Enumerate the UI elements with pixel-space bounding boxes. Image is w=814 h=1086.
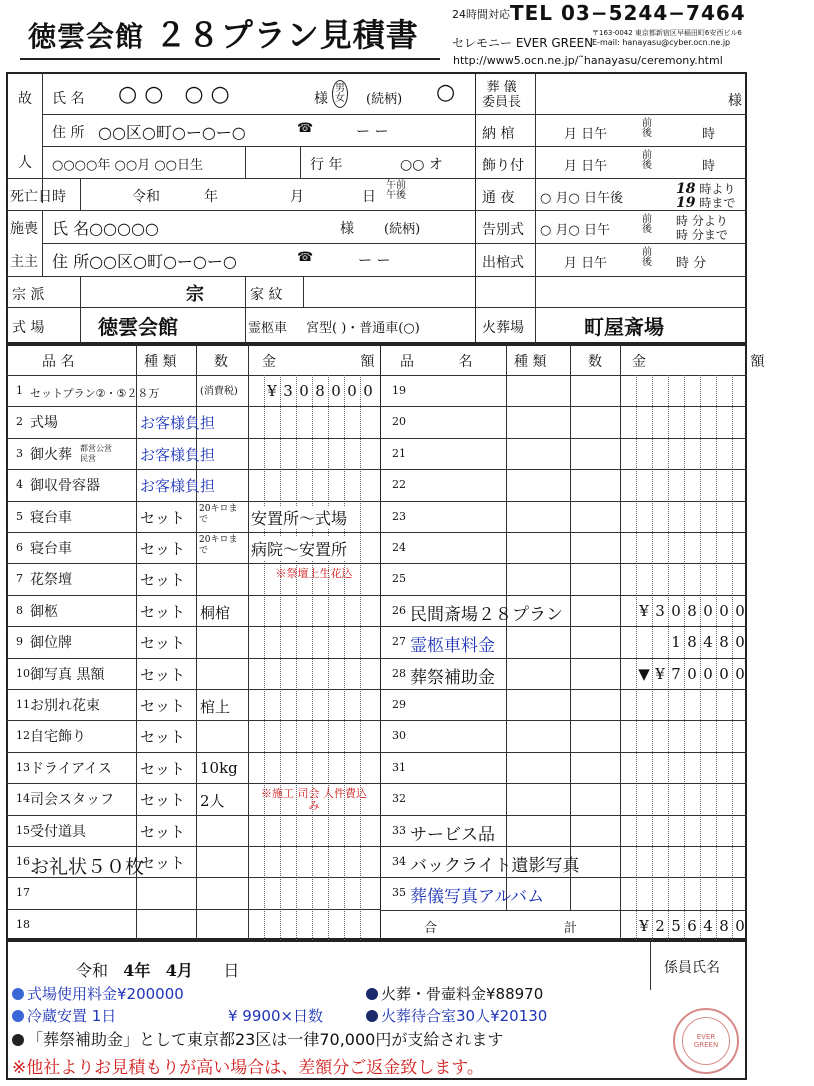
mourner-label-2: 主主 [10,254,38,270]
col-header-name: 品 名 [42,354,75,370]
item-type: セット [140,540,186,558]
item-name: 御柩 [30,604,58,620]
item-type: セット [140,571,186,589]
amount-digit: 6 [687,917,697,935]
death-am: 午前 [386,180,406,191]
amount-digit: ¥ [655,665,665,683]
col-header-type-right: 種 類 [514,354,547,370]
item-name: ドライアイス [30,761,112,777]
death-month: 月 [290,189,304,205]
tel-number: TEL 03−5244−7464 [510,1,746,25]
schedule-end: 時 [702,127,716,142]
row-number: 17 [16,886,30,899]
stamp-text: EVER GREEN [693,1033,719,1049]
item-type: セット [140,634,186,652]
amount-digit: ¥ [639,917,649,935]
row-number: 32 [392,792,406,805]
company-stamp [673,1008,739,1074]
row-number: 4 [16,478,23,491]
death-ampm [386,181,406,201]
amount-digit: 0 [735,917,745,935]
item-type: お客様負担 [140,446,216,464]
item-name: 御収骨容器 [30,478,100,494]
item-name-note: 都営公営 民営 [80,444,112,463]
row-number: 1 [16,384,23,397]
item-type: セット [140,509,186,527]
schedule-am: 前 [642,247,652,258]
footer-date-year: 4年 [123,961,151,980]
row-number: 35 [392,886,406,899]
item-name: お礼状５０枚 [30,856,145,878]
schedule-pm: 後 [642,128,652,139]
amount-digit: ¥ [639,602,649,620]
cremation-fee-text: 火葬・骨壷料金¥88970 [381,985,544,1003]
row-number: 8 [16,604,23,617]
schedule-hour-from: 18 [676,181,696,197]
schedule-label: 飾り付 [482,158,524,174]
footer-line2-left [12,1005,116,1026]
amount-digit: ¥ [267,382,277,400]
schedule-end-from-text: 時 分より [676,214,728,228]
phone-icon: ☎ [297,121,314,136]
item-name: お別れ花束 [30,698,100,714]
schedule-datetime: 月 日午 [564,127,608,142]
cold-storage-text: 冷蔵安置 1日 [27,1007,117,1025]
item-note: 病院〜安置所 [251,537,347,560]
amount-digit: 8 [687,602,697,620]
schedule-end-from-text: 時より [699,182,736,196]
venue-fee-text: 式場使用料金¥200000 [27,985,184,1003]
director-label [482,80,521,110]
item-name: 式場 [30,415,58,431]
footer-date [76,958,239,981]
row-number: 26 [392,604,406,617]
item-qty: 棺上 [200,698,231,716]
staff-label: 係員氏名 [664,960,720,976]
amount-digit: 0 [719,602,729,620]
director-suffix: 様 [728,93,742,109]
page-title [28,10,419,56]
schedule-pm: 後 [642,257,652,268]
bullet-navy-icon [366,988,378,1000]
row-number: 11 [16,698,30,711]
col-header-amount-right: 金 額 [632,354,814,370]
item-note: 安置所〜式場 [251,506,347,529]
item-type: お客様負担 [140,477,216,495]
item-name: 御火葬 [30,447,72,463]
schedule-datetime: 月 日午 [564,256,608,271]
deceased-tel-dash: ー ー [356,124,389,140]
item-qty: (消費税) [200,386,238,397]
crematory-label: 火葬場 [482,320,524,336]
schedule-hour-to: 19 [676,195,696,211]
mourner-label-1: 施喪 [10,221,38,237]
amount-digit: 0 [735,633,745,651]
item-type: セット [140,666,186,684]
company-url[interactable]: http://www5.ocn.ne.jp/˜hanayasu/ceremony.html [453,54,723,67]
venue-label: 式 場 [12,320,45,336]
hearse-label: 霊柩車 [248,321,288,336]
death-label: 死亡日時 [10,189,66,205]
subsidy-note: 「葬祭補助金」として東京都23区は一律70,000円が支給されます [27,1030,504,1049]
total-label-1: 合 [424,921,438,936]
schedule-label: 通 夜 [482,190,515,206]
schedule-end: 時 [702,159,716,174]
item-name: 民間斎場２８プラン [410,605,563,625]
col-header-name-right: 品 名 [400,354,493,370]
amount-digit: 8 [687,633,697,651]
death-pm: 午後 [386,190,406,201]
col-header-qty: 数 [214,354,228,370]
gender-male: 男 [335,83,345,94]
col-header-amount: 金 額 [262,354,415,370]
item-name: 葬儀写真アルバム [410,887,545,907]
deceased-name-label: 氏 名 [52,91,85,107]
amount-digit: 8 [315,382,325,400]
item-type: セット [140,854,186,872]
title-main: ２８プラン見積書 [154,16,419,54]
mourner-phone-icon: ☎ [297,250,314,265]
schedule-datetime: ○ 月○ 日午 [540,223,610,238]
row-number: 18 [16,918,30,931]
company-name: セレモニー EVER GREEN [452,36,594,50]
row-number: 15 [16,824,30,837]
schedule-pm: 後 [642,224,652,235]
row-number: 20 [392,415,406,428]
item-note: ※施工 司会 人件費込み [261,787,367,812]
row-number: 14 [16,792,30,805]
item-type: セット [140,728,186,746]
row-number: 22 [392,478,406,491]
deceased-age-value: ○○ オ [400,157,443,173]
amount-digit: 0 [671,602,681,620]
item-name: 葬祭補助金 [410,668,495,688]
footer-date-era: 令和 [76,961,109,980]
schedule-datetime: ○ 月○ 日午後 [540,191,623,206]
gender-female: 女 [335,93,345,104]
deceased-address-value: ○○区○町○ー○ー○ [98,123,246,142]
row-number: 28 [392,667,406,680]
mourner-name-suffix: 様 [340,221,354,237]
item-type: お客様負担 [140,414,216,432]
item-name: 寝台車 [30,510,72,526]
amount-digit: 0 [735,602,745,620]
amount-digit: 0 [703,602,713,620]
amount-digit: 0 [347,382,357,400]
death-day: 日 [362,189,376,205]
bullet-blue-icon [12,1010,24,1022]
row-number: 10 [16,667,30,680]
mourner-name: 氏 名○○○○○ [52,219,159,238]
amount-digit: ▼ [638,665,650,683]
schedule-label: 納 棺 [482,126,515,142]
deceased-label-1: 故 [18,91,32,107]
item-name: 寝台車 [30,541,72,557]
venue-value: 徳雲会館 [98,315,178,339]
deceased-label-2: 人 [18,155,32,171]
item-type: セット [140,697,186,715]
amount-digit: 2 [655,917,665,935]
row-number: 29 [392,698,406,711]
item-name: バックライト遺影写真 [410,856,580,876]
item-name: 司会スタッフ [30,792,114,808]
amount-digit: 0 [299,382,309,400]
deceased-name-circles: ○ ○ ○ ○ [118,82,230,107]
schedule-ampm [642,248,652,268]
item-name: 御写真 黒額 [30,667,105,683]
deceased-relation-circle: ○ [436,80,456,105]
item-name: 御位牌 [30,635,72,651]
deceased-age-label: 行 年 [310,157,343,173]
item-type: セット [140,760,186,778]
row-number: 31 [392,761,406,774]
schedule-end-to-text: 時まで [699,196,736,210]
religion-value: 宗 [186,284,204,305]
col-header-qty-right: 数 [588,354,602,370]
row-number: 13 [16,761,30,774]
crematory-value: 町屋斎場 [584,315,664,339]
crest-label: 家 紋 [250,287,283,303]
footer-date-month: 4月 [165,961,193,980]
schedule-end-to-text: 時 分まで [676,228,728,242]
row-number: 6 [16,541,23,554]
item-note: ※祭壇上生花込 [275,567,353,580]
row-number: 3 [16,447,23,460]
schedule-am: 前 [642,118,652,129]
footer-date-day: 日 [223,961,240,980]
item-qty: 20キロまで [199,535,238,556]
item-type: セット [140,823,186,841]
row-number: 5 [16,510,23,523]
item-name: 受付道具 [30,824,86,840]
amount-digit: 5 [671,917,681,935]
amount-digit: 3 [655,602,665,620]
director-label-top: 葬 儀 [486,80,517,95]
schedule-label: 告別式 [482,222,524,238]
hearse-value: 宮型( )・普通車(○) [306,321,420,336]
deceased-birth: ○○○○年 ○○月 ○○日生 [52,158,204,173]
waiting-room-text: 火葬待合室30人¥20130 [381,1007,548,1025]
info-form [6,72,747,344]
company-email: E-mail: hanayasu@cyber.ocn.ne.jp [592,38,731,47]
item-name: 霊柩車料金 [410,636,495,656]
row-number: 19 [392,384,406,397]
row-number: 33 [392,824,406,837]
schedule-am: 前 [642,214,652,225]
row-number: 24 [392,541,406,554]
row-number: 30 [392,729,406,742]
gender-choice[interactable] [332,80,348,108]
row-number: 7 [16,572,23,585]
amount-digit: 1 [671,633,681,651]
item-qty: 桐棺 [200,604,231,622]
item-name: 花祭壇 [30,572,72,588]
amount-digit: 7 [671,665,681,683]
schedule-ampm [642,119,652,139]
amount-digit: 0 [719,665,729,683]
footer-line4: ※他社よりお見積もりが高い場合は、差額分ご返金致します。 [12,1058,484,1078]
footer-line3 [12,1027,503,1050]
footer-line2-mid: ¥ 9900×日数 [228,1007,324,1025]
schedule-ampm [642,151,652,171]
amount-digit: 0 [363,382,373,400]
item-qty: 20キロまで [199,504,238,525]
amount-digit: 8 [719,633,729,651]
mourner-relation: (続柄) [384,222,421,237]
item-type: セット [140,603,186,621]
schedule-pm: 後 [642,160,652,171]
amount-digit: 4 [703,633,713,651]
bullet-black-icon [12,1034,24,1046]
schedule-end-to [676,226,728,243]
title-prefix: 徳雲会館 [28,20,155,53]
row-number: 9 [16,635,23,648]
deceased-address-label: 住 所 [52,125,85,141]
religion-label: 宗 派 [12,287,45,303]
death-era: 令和 [132,189,160,205]
schedule-datetime: 月 日午 [564,159,608,174]
bullet-navy-icon [366,1010,378,1022]
row-number: 12 [16,729,30,742]
row-number: 23 [392,510,406,523]
schedule-label: 出棺式 [482,255,524,271]
row-number: 16 [16,855,30,868]
mourner-address: 住 所○○区○町○ー○ー○ [52,252,237,271]
item-qty: 2人 [200,792,225,810]
amount-digit: 3 [283,382,293,400]
row-number: 25 [392,572,406,585]
death-year: 年 [204,189,218,205]
amount-digit: 8 [719,917,729,935]
amount-digit: 0 [735,665,745,683]
amount-digit: 0 [687,665,697,683]
service-note: 24時間対応 [452,8,510,21]
row-number: 27 [392,635,406,648]
col-header-type: 種 類 [144,354,177,370]
director-label-bottom: 委員長 [482,95,522,110]
schedule-end: 時 分 [676,256,707,271]
item-type: セット [140,791,186,809]
deceased-name-suffix: 様 [314,91,328,107]
item-qty: 10kg [200,759,238,777]
schedule-am: 前 [642,150,652,161]
mourner-tel-dash: ー ー [358,253,391,269]
footer-line2-right [366,1005,547,1026]
amount-digit: 4 [703,917,713,935]
item-name: 自宅飾り [30,729,86,745]
schedule-end-to [676,194,735,211]
schedule-ampm [642,215,652,235]
footer-line1-right [366,983,543,1004]
row-number: 2 [16,415,23,428]
item-name: セットプラン②・⑤２８万 [30,387,160,400]
item-name: サービス品 [410,825,495,845]
deceased-relation-label: (続柄) [366,92,403,107]
amount-digit: 0 [703,665,713,683]
bullet-blue-icon [12,988,24,1000]
company-address: 〒163-0042 東京都新宿区早稲田町6安西ビル6 [592,29,742,37]
footer-line1-left [12,983,184,1004]
row-number: 21 [392,447,406,460]
total-label-2: 計 [564,921,578,936]
amount-digit: 0 [331,382,341,400]
row-number: 34 [392,855,406,868]
